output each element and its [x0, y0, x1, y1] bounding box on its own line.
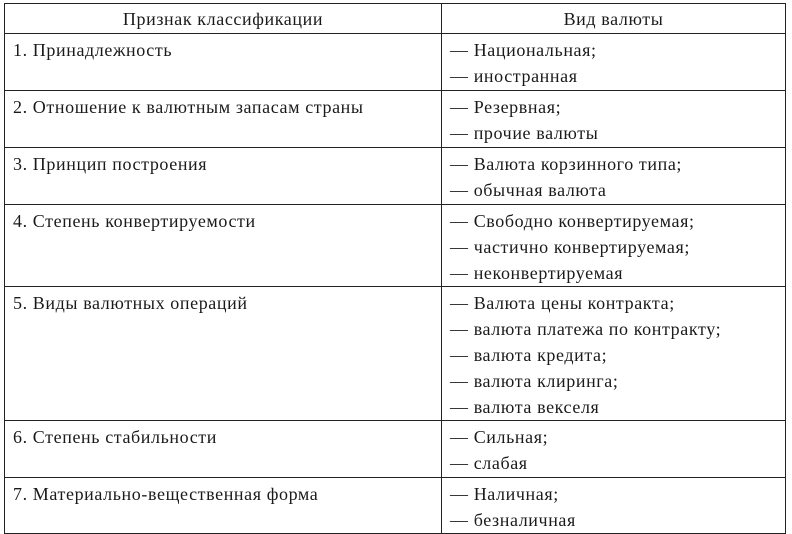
currency-type-item: — Валюта корзинного типа; [450, 154, 683, 174]
currency-types-cell [442, 205, 786, 287]
currency-type-item: — валюта клиринга; [450, 371, 619, 391]
criterion-cell: 1. Принадлежность [5, 34, 442, 91]
table-row [5, 148, 786, 205]
currency-type-item: — частично конвертируемая; [450, 237, 690, 257]
currency-types-cell [442, 91, 786, 148]
currency-type-item: — иностранная [450, 66, 578, 86]
table-row [5, 205, 786, 287]
criterion-cell: 7. Материально-вещественная форма [5, 478, 442, 534]
table-row [5, 287, 786, 421]
currency-types-cell [442, 34, 786, 91]
table-row [5, 478, 786, 534]
table-row [5, 34, 786, 91]
currency-types-cell [442, 421, 786, 478]
criterion-cell: 6. Степень стабильности [5, 421, 442, 478]
currency-type-item: — Свободно конвертируемая; [450, 211, 695, 231]
currency-type-item: — неконвертируемая [450, 263, 624, 283]
currency-type-item: — обычная валюта [450, 180, 607, 200]
currency-type-item: — Национальная; [450, 40, 597, 60]
currency-type-item: — Наличная; [450, 484, 559, 504]
header-currency-type: Вид валюты [442, 4, 786, 34]
table-body [5, 34, 786, 534]
currency-type-item: — Сильная; [450, 427, 549, 447]
header-row [5, 4, 786, 34]
table-row [5, 91, 786, 148]
table-row [5, 421, 786, 478]
currency-types-cell [442, 148, 786, 205]
currency-type-item: — валюта векселя [450, 397, 600, 417]
currency-type-item: — Резервная; [450, 97, 562, 117]
header-criterion: Признак классификации [5, 4, 442, 34]
currency-classification-table [4, 3, 786, 534]
currency-type-item: — прочие валюты [450, 123, 599, 143]
currency-type-item: — безналичная [450, 510, 576, 530]
currency-types-cell [442, 287, 786, 421]
currency-type-item: — валюта кредита; [450, 345, 608, 365]
criterion-cell: 4. Степень конвертируемости [5, 205, 442, 287]
criterion-cell: 2. Отношение к валютным запасам страны [5, 91, 442, 148]
currency-type-item: — валюта платежа по контракту; [450, 319, 722, 339]
currency-types-cell [442, 478, 786, 534]
criterion-cell: 3. Принцип построения [5, 148, 442, 205]
currency-type-item: — Валюта цены контракта; [450, 293, 675, 313]
criterion-cell: 5. Виды валютных операций [5, 287, 442, 421]
currency-type-item: — слабая [450, 453, 528, 473]
